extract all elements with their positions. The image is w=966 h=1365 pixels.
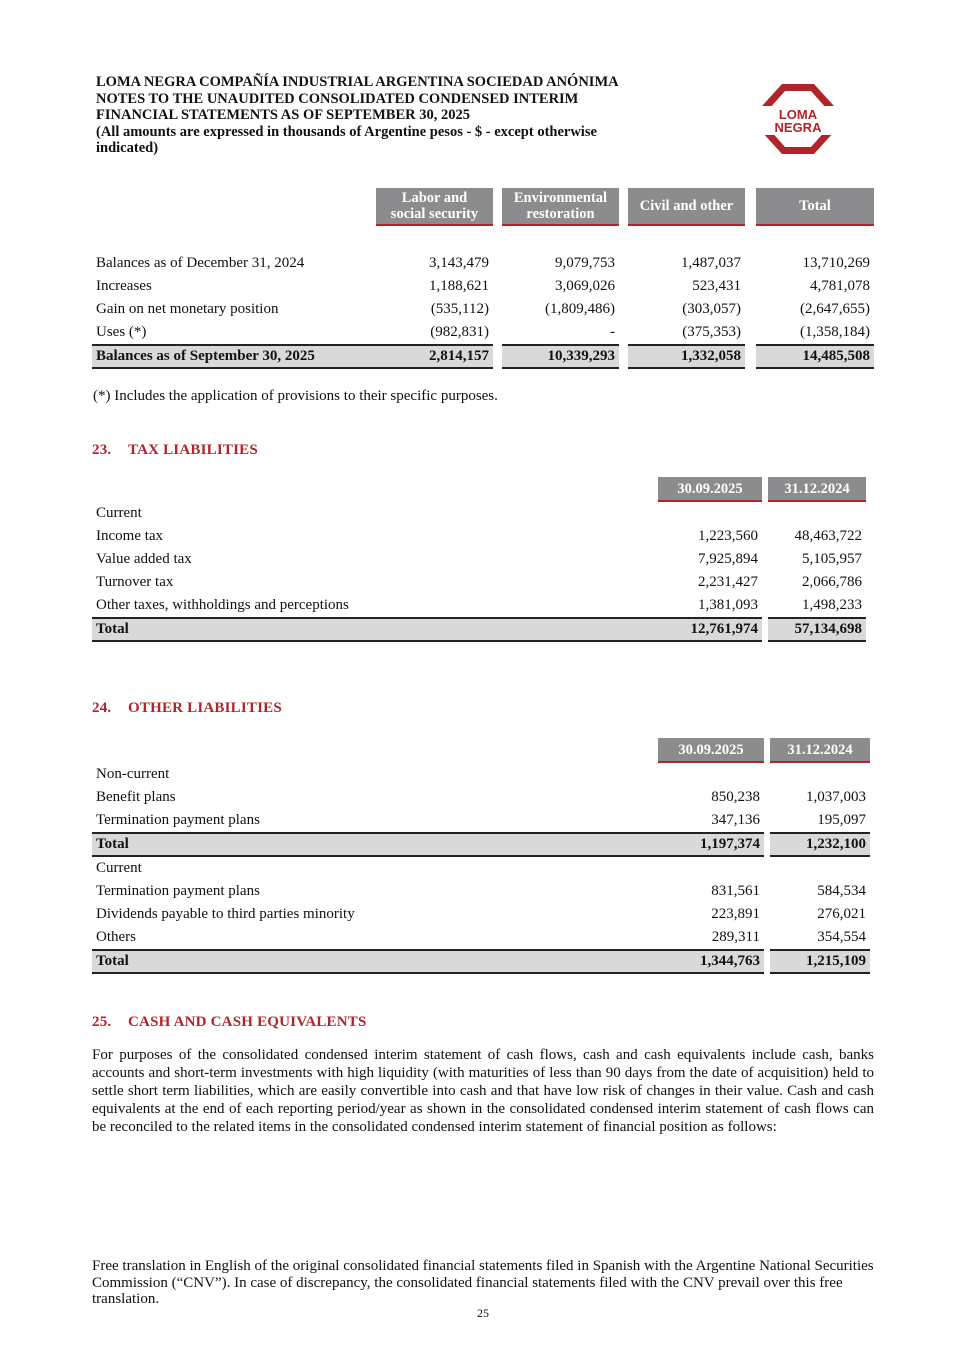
header-line-3: FINANCIAL STATEMENTS AS OF SEPTEMBER 30, 2025 (96, 107, 470, 123)
tax-liabilities-table (92, 477, 866, 642)
table-row: Benefit plans 850,238 1,037,003 (96, 789, 866, 805)
header-line-2: NOTES TO THE UNAUDITED CONSOLIDATED CONDENSED INTERIM (96, 90, 579, 107)
company-name: LOMA NEGRA COMPAÑÍA INDUSTRIAL ARGENTINA SOCIEDAD ANÓNIMA (96, 74, 619, 90)
header-line-5: indicated) (96, 140, 159, 156)
table-row: Increases 1,188,621 3,069,026 523,431 4,781,078 (96, 278, 870, 294)
page-number: 25 (477, 1306, 489, 1320)
table-row: Others 289,311 354,554 (96, 929, 866, 945)
total-row: Total 12,761,974 57,134,698 (92, 617, 866, 642)
group-label-row: Current (96, 860, 142, 876)
table-row: Balances as of December 31, 2024 3,143,479 9,079,753 1,487,037 13,710,269 (96, 255, 870, 271)
table-row: Value added tax 7,925,894 5,105,957 (96, 551, 862, 567)
total-row: Total 1,197,374 1,232,100 (92, 832, 870, 857)
table-row: Termination payment plans 347,136 195,097 (96, 812, 866, 828)
total-row: Total 1,344,763 1,215,109 (92, 949, 870, 974)
col-2025-header: 30.09.2025 (658, 738, 764, 763)
other-liabilities-table (92, 738, 870, 974)
col-env-header: Environmental restoration (502, 188, 619, 226)
header-line-4: (All amounts are expressed in thousands of Argentine pesos - $ - except otherwise (96, 123, 597, 140)
col-2024-header: 31.12.2024 (770, 738, 870, 763)
other-header-row (92, 738, 870, 763)
tax-header-row (92, 477, 866, 502)
col-total-header: Total (756, 188, 874, 226)
table-row: Gain on net monetary position (535,112) (1,809,486) (303,057) (2,647,655) (96, 301, 870, 317)
table-row: Dividends payable to third parties minority 223,891 276,021 (96, 906, 866, 922)
group-label-row: Non-current (96, 766, 170, 782)
col-labor-header: Labor and social security (376, 188, 493, 226)
col-civil-header: Civil and other (628, 188, 745, 226)
provisions-table (92, 188, 874, 369)
logo-text-negra: NEGRA (774, 120, 822, 135)
section-23-title: 23. TAX LIABILITIES (92, 442, 258, 458)
col-2025-header: 30.09.2025 (658, 477, 762, 502)
provisions-header-row (92, 188, 874, 226)
document-header (96, 74, 696, 157)
col-2024-header: 31.12.2024 (768, 477, 866, 502)
group-label-row: Current (96, 505, 142, 521)
section-25-title: 25. CASH AND CASH EQUIVALENTS (92, 1014, 367, 1030)
section-24-title: 24. OTHER LIABILITIES (92, 700, 282, 716)
table-row: Turnover tax 2,231,427 2,066,786 (96, 574, 862, 590)
table-row: Income tax 1,223,560 48,463,722 (96, 528, 862, 544)
loma-negra-logo (760, 82, 836, 156)
total-row: Balances as of September 30, 2025 2,814,157 10,339,293 1,332,058 14,485,508 (92, 344, 874, 369)
footer-disclaimer: Free translation in English of the original consolidated financial statements filed in Spanish with the Argentine National Securities Commission (“CNV”). In case of discrepancy, the consolidated financial statements filed with the CNV prevail over this free translation. (92, 1258, 874, 1307)
table-row: Other taxes, withholdings and perceptions 1,381,093 1,498,233 (96, 597, 862, 613)
cash-paragraph: For purposes of the consolidated condensed interim statement of cash flows, cash and cash equivalents include cash, banks accounts and short-term investments with high liquidity (with maturities of less than 90 days from the date of acquisition) held to settle short term liabilities, which are easily convertible into cash and that have low risk of changes in their value. Cash and cash equivalents at the end of each reporting period/year as shown in the consolidated condensed interim statement of cash flows can be reconciled to the related items in the consolidated condensed interim statement of financial position as follows: (92, 1047, 874, 1135)
logo-text-loma: LOMA (778, 107, 818, 122)
table-row: Termination payment plans 831,561 584,534 (96, 883, 866, 899)
table-row: Uses (*) (982,831) - (375,353) (1,358,184) (96, 324, 870, 340)
provisions-footnote: (*) Includes the application of provisions to their specific purposes. (93, 388, 498, 404)
